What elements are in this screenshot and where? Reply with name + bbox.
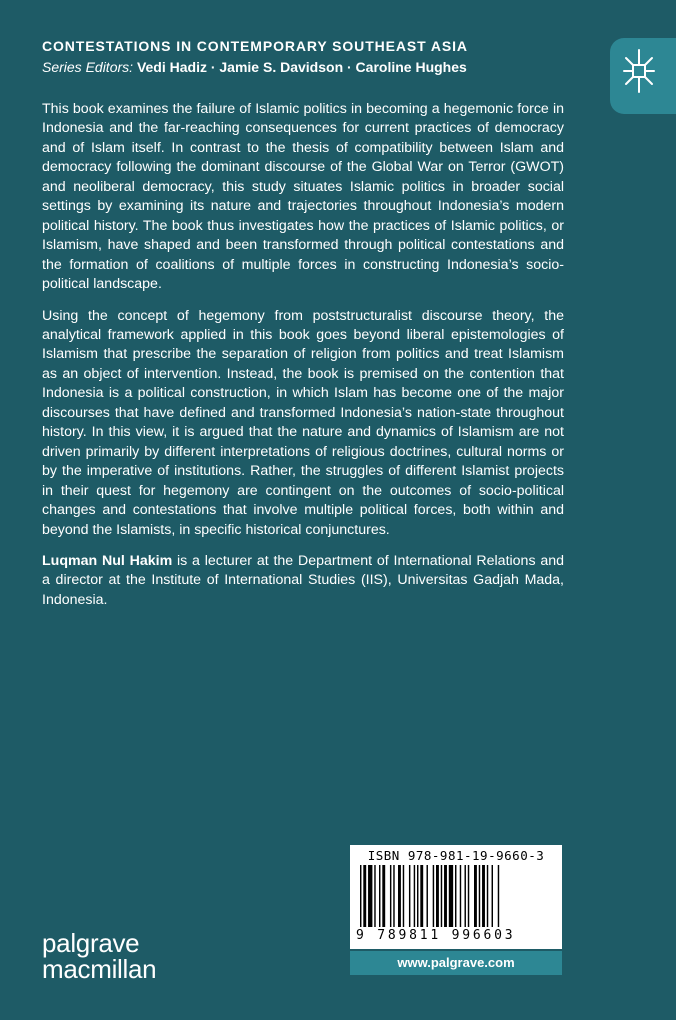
barcode-icon (358, 865, 554, 927)
series-title: CONTESTATIONS IN CONTEMPORARY SOUTHEAST ASIA (42, 38, 468, 54)
author-name: Luqman Nul Hakim (42, 552, 173, 569)
barcode-digits: 9 789811 996603 (356, 928, 516, 943)
series-editors-label: Series Editors: (42, 59, 134, 75)
series-editors (42, 59, 467, 75)
palgrave-logo-line1: palgrave (42, 928, 140, 958)
barcode-box (350, 845, 562, 949)
website-link[interactable]: www.palgrave.com (350, 951, 562, 975)
series-editors-names: Vedi Hadiz · Jamie S. Davidson · Caroline Hughes (136, 59, 467, 75)
back-cover-text (42, 100, 564, 622)
palgrave-logo-line2: macmillan (42, 954, 157, 984)
author-bio-text: is a lecturer at the Department of International Relations and a director at the Institute of International Studies (IIS), Universitas Gadjah Mada, Indonesia. (42, 552, 564, 608)
blurb-paragraph-2: Using the concept of hegemony from poststructuralist discourse theory, the analytical framework applied in this book goes beyond liberal epistemologies of Islamism that prescribe the separation of religion from politics and treat Islamism as an object of intervention. Instead, the book is premised on the contention that Indonesia is a political construction, in which Islam has become one of the major discourses that have defined and transformed Indonesia’s nation-state throughout history. In this view, it is argued that the nature and dynamics of Islamism are not driven primarily by different interpretations of religious doctrines, cultural norms or by the imperative of institutions. Rather, the struggles of different Islamist projects in their quest for hegemony are contingent on the outcomes of socio-political changes and contestations that involve multiple political forces, both within and beyond the Islamists, in specific historical conjunctures. (42, 307, 564, 538)
publisher-badge (610, 38, 676, 114)
isbn-label: ISBN 978-981-19-9660-3 (367, 848, 545, 863)
palgrave-sparkle-icon (610, 38, 676, 114)
blurb-paragraph-1: This book examines the failure of Islamic politics in becoming a hegemonic force in Indonesia and the far-reaching consequences for current practices of democracy and of Islam itself. In contrast to the thesis of compatibility between Islam and democracy following the dominant discourse of the Global War on Terror (GWOT) and neoliberal democracy, this study situates Islamic politics in broader social settings by examining its nature and trajectories throughout Indonesia’s modern political history. The book thus investigates how the practices of Islamic politics, or Islamism, have shaped and been transformed through political contestations and the formation of coalitions of multiple forces in constructing Indonesia’s socio-political landscape. (42, 101, 564, 293)
author-bio (42, 552, 564, 610)
